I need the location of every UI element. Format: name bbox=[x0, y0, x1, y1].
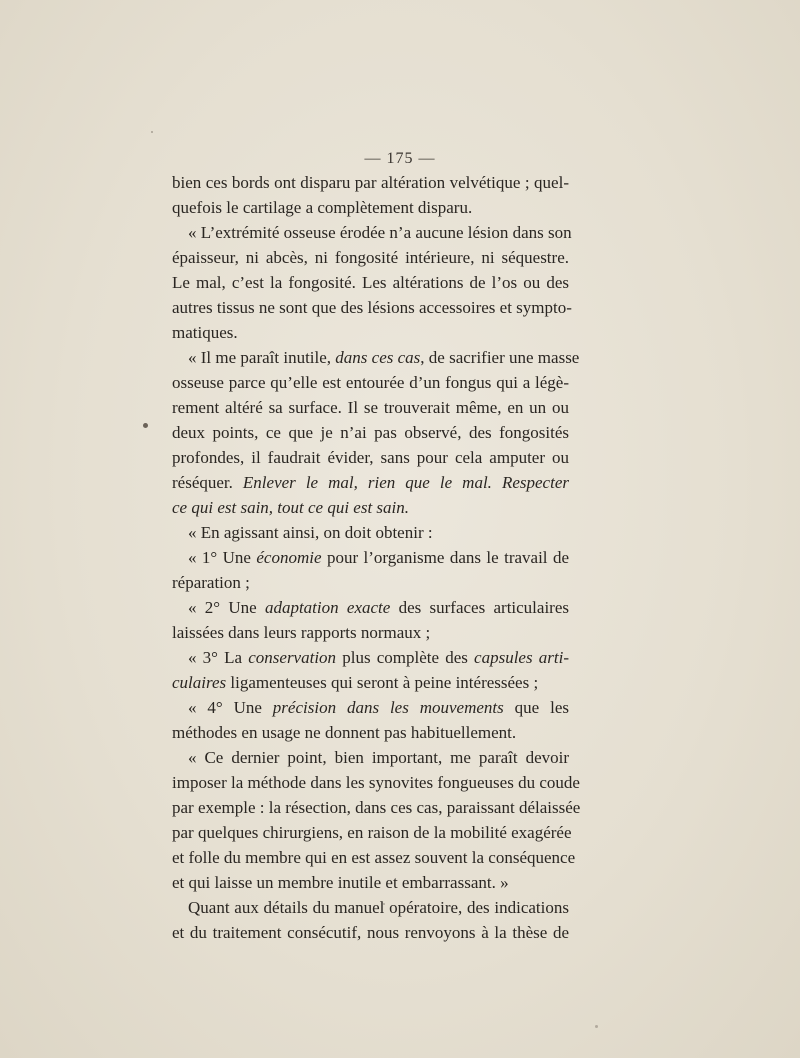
text-run: et du traitement consécutif, nous renvoyons à la thèse de bbox=[172, 923, 569, 942]
text-line bbox=[172, 720, 569, 745]
paragraph bbox=[172, 895, 569, 945]
text-run: profondes, il faudrait évider, sans pour cela amputer ou bbox=[172, 448, 569, 467]
text-line bbox=[172, 345, 580, 370]
text-line bbox=[172, 770, 580, 795]
paragraph bbox=[172, 745, 581, 895]
text-line bbox=[172, 595, 569, 620]
paragraph bbox=[172, 345, 580, 520]
text-line bbox=[172, 220, 572, 245]
text-run: par exemple : la résection, dans ces cas, paraissant délaissée bbox=[172, 798, 581, 817]
text-line bbox=[172, 445, 569, 470]
text-run: « 1° Une bbox=[188, 548, 257, 567]
text-run: pour l’organisme dans le travail de bbox=[321, 548, 570, 567]
text-run: osseuse parce qu’elle est entourée d’un fongus qui a légè- bbox=[172, 373, 569, 392]
text-run: « Ce dernier point, bien important, me paraît devoir bbox=[188, 748, 569, 767]
paper-speck bbox=[383, 903, 385, 905]
text-line bbox=[172, 920, 569, 945]
text-run: autres tissus ne sont que des lésions accessoires et sympto- bbox=[172, 298, 572, 317]
text-run: et qui laisse un membre inutile et embarrassant. » bbox=[172, 873, 509, 892]
paragraph bbox=[172, 545, 569, 595]
paragraph bbox=[172, 170, 569, 220]
text-run: épaisseur, ni abcès, ni fongosité intérieure, ni séquestre. bbox=[172, 248, 569, 267]
paper-speck bbox=[151, 131, 153, 133]
text-line bbox=[172, 370, 569, 395]
text-line bbox=[172, 695, 569, 720]
paragraph bbox=[172, 595, 569, 645]
text-line bbox=[172, 620, 569, 645]
text-line bbox=[172, 245, 569, 270]
text-line bbox=[172, 745, 569, 770]
text-line bbox=[172, 170, 569, 195]
text-line bbox=[172, 470, 569, 495]
text-line bbox=[172, 270, 569, 295]
text-line bbox=[172, 420, 569, 445]
text-run: réséquer. bbox=[172, 473, 243, 492]
text-line bbox=[172, 395, 569, 420]
paragraph bbox=[172, 695, 569, 745]
text-run: rement altéré sa surface. Il se trouverait même, en un ou bbox=[172, 398, 569, 417]
text-run: « En agissant ainsi, on doit obtenir : bbox=[188, 523, 433, 542]
paragraph bbox=[172, 520, 569, 545]
text-line bbox=[172, 845, 576, 870]
text-run: laissées dans leurs rapports normaux ; bbox=[172, 623, 431, 642]
italic-text: économie bbox=[256, 548, 322, 567]
italic-text: culaires bbox=[172, 673, 227, 692]
text-run: plus complète des bbox=[336, 648, 475, 667]
paragraph bbox=[172, 220, 572, 345]
body-text bbox=[172, 170, 581, 945]
text-run: Le mal, c’est la fongosité. Les altérations de l’os ou des bbox=[172, 273, 569, 292]
italic-text: précision dans les mouvements bbox=[272, 698, 504, 717]
text-run: ligamenteuses qui seront à peine intéressées ; bbox=[226, 673, 539, 692]
page-number: — 175 — bbox=[364, 150, 436, 167]
text-run: quefois le cartilage a complètement disparu. bbox=[172, 198, 473, 217]
text-line bbox=[172, 195, 569, 220]
paper-speck bbox=[143, 423, 148, 428]
text-run: « 3° La bbox=[188, 648, 249, 667]
text-run: par quelques chirurgiens, en raison de la mobilité exagérée bbox=[172, 823, 572, 842]
text-run: bien ces bords ont disparu par altération velvétique ; quel- bbox=[172, 173, 569, 192]
text-run: méthodes en usage ne donnent pas habituellement. bbox=[172, 723, 517, 742]
italic-text: adaptation exacte bbox=[264, 598, 391, 617]
text-run: « 4° Une bbox=[188, 698, 273, 717]
text-run: Quant aux détails du manuel opératoire, des indications bbox=[188, 898, 569, 917]
text-run: deux points, ce que je n’ai pas observé, des fongosités bbox=[172, 423, 569, 442]
text-line bbox=[172, 495, 569, 520]
text-run: « L’extrémité osseuse érodée n’a aucune lésion dans son bbox=[188, 223, 572, 242]
italic-text: dans ces cas bbox=[335, 348, 421, 367]
text-run: « 2° Une bbox=[188, 598, 265, 617]
paper-speck bbox=[595, 1025, 598, 1028]
text-run: des surfaces articulaires bbox=[390, 598, 569, 617]
text-line bbox=[172, 820, 572, 845]
italic-text: Enlever le mal, rien que le mal. Respecter bbox=[242, 473, 569, 492]
italic-text: conservation bbox=[248, 648, 337, 667]
italic-text: ce qui est sain, tout ce qui est sain. bbox=[172, 498, 410, 517]
text-line bbox=[172, 570, 569, 595]
text-line bbox=[172, 295, 572, 320]
text-run: que les bbox=[503, 698, 569, 717]
text-run: réparation ; bbox=[172, 573, 250, 592]
text-line bbox=[172, 545, 569, 570]
text-run: , de sacrifier une masse bbox=[420, 348, 580, 367]
italic-text: capsules arti- bbox=[474, 648, 569, 667]
paragraph bbox=[172, 645, 569, 695]
text-line bbox=[172, 870, 569, 895]
text-line bbox=[172, 320, 569, 345]
text-run: « Il me paraît inutile, bbox=[188, 348, 336, 367]
text-run: imposer la méthode dans les synovites fongueuses du coude bbox=[172, 773, 580, 792]
text-line bbox=[172, 645, 569, 670]
text-line bbox=[172, 670, 569, 695]
text-run: et folle du membre qui en est assez souvent la conséquence bbox=[172, 848, 576, 867]
text-run: matiques. bbox=[172, 323, 238, 342]
text-line bbox=[172, 895, 569, 920]
text-line bbox=[172, 520, 569, 545]
text-line bbox=[172, 795, 581, 820]
